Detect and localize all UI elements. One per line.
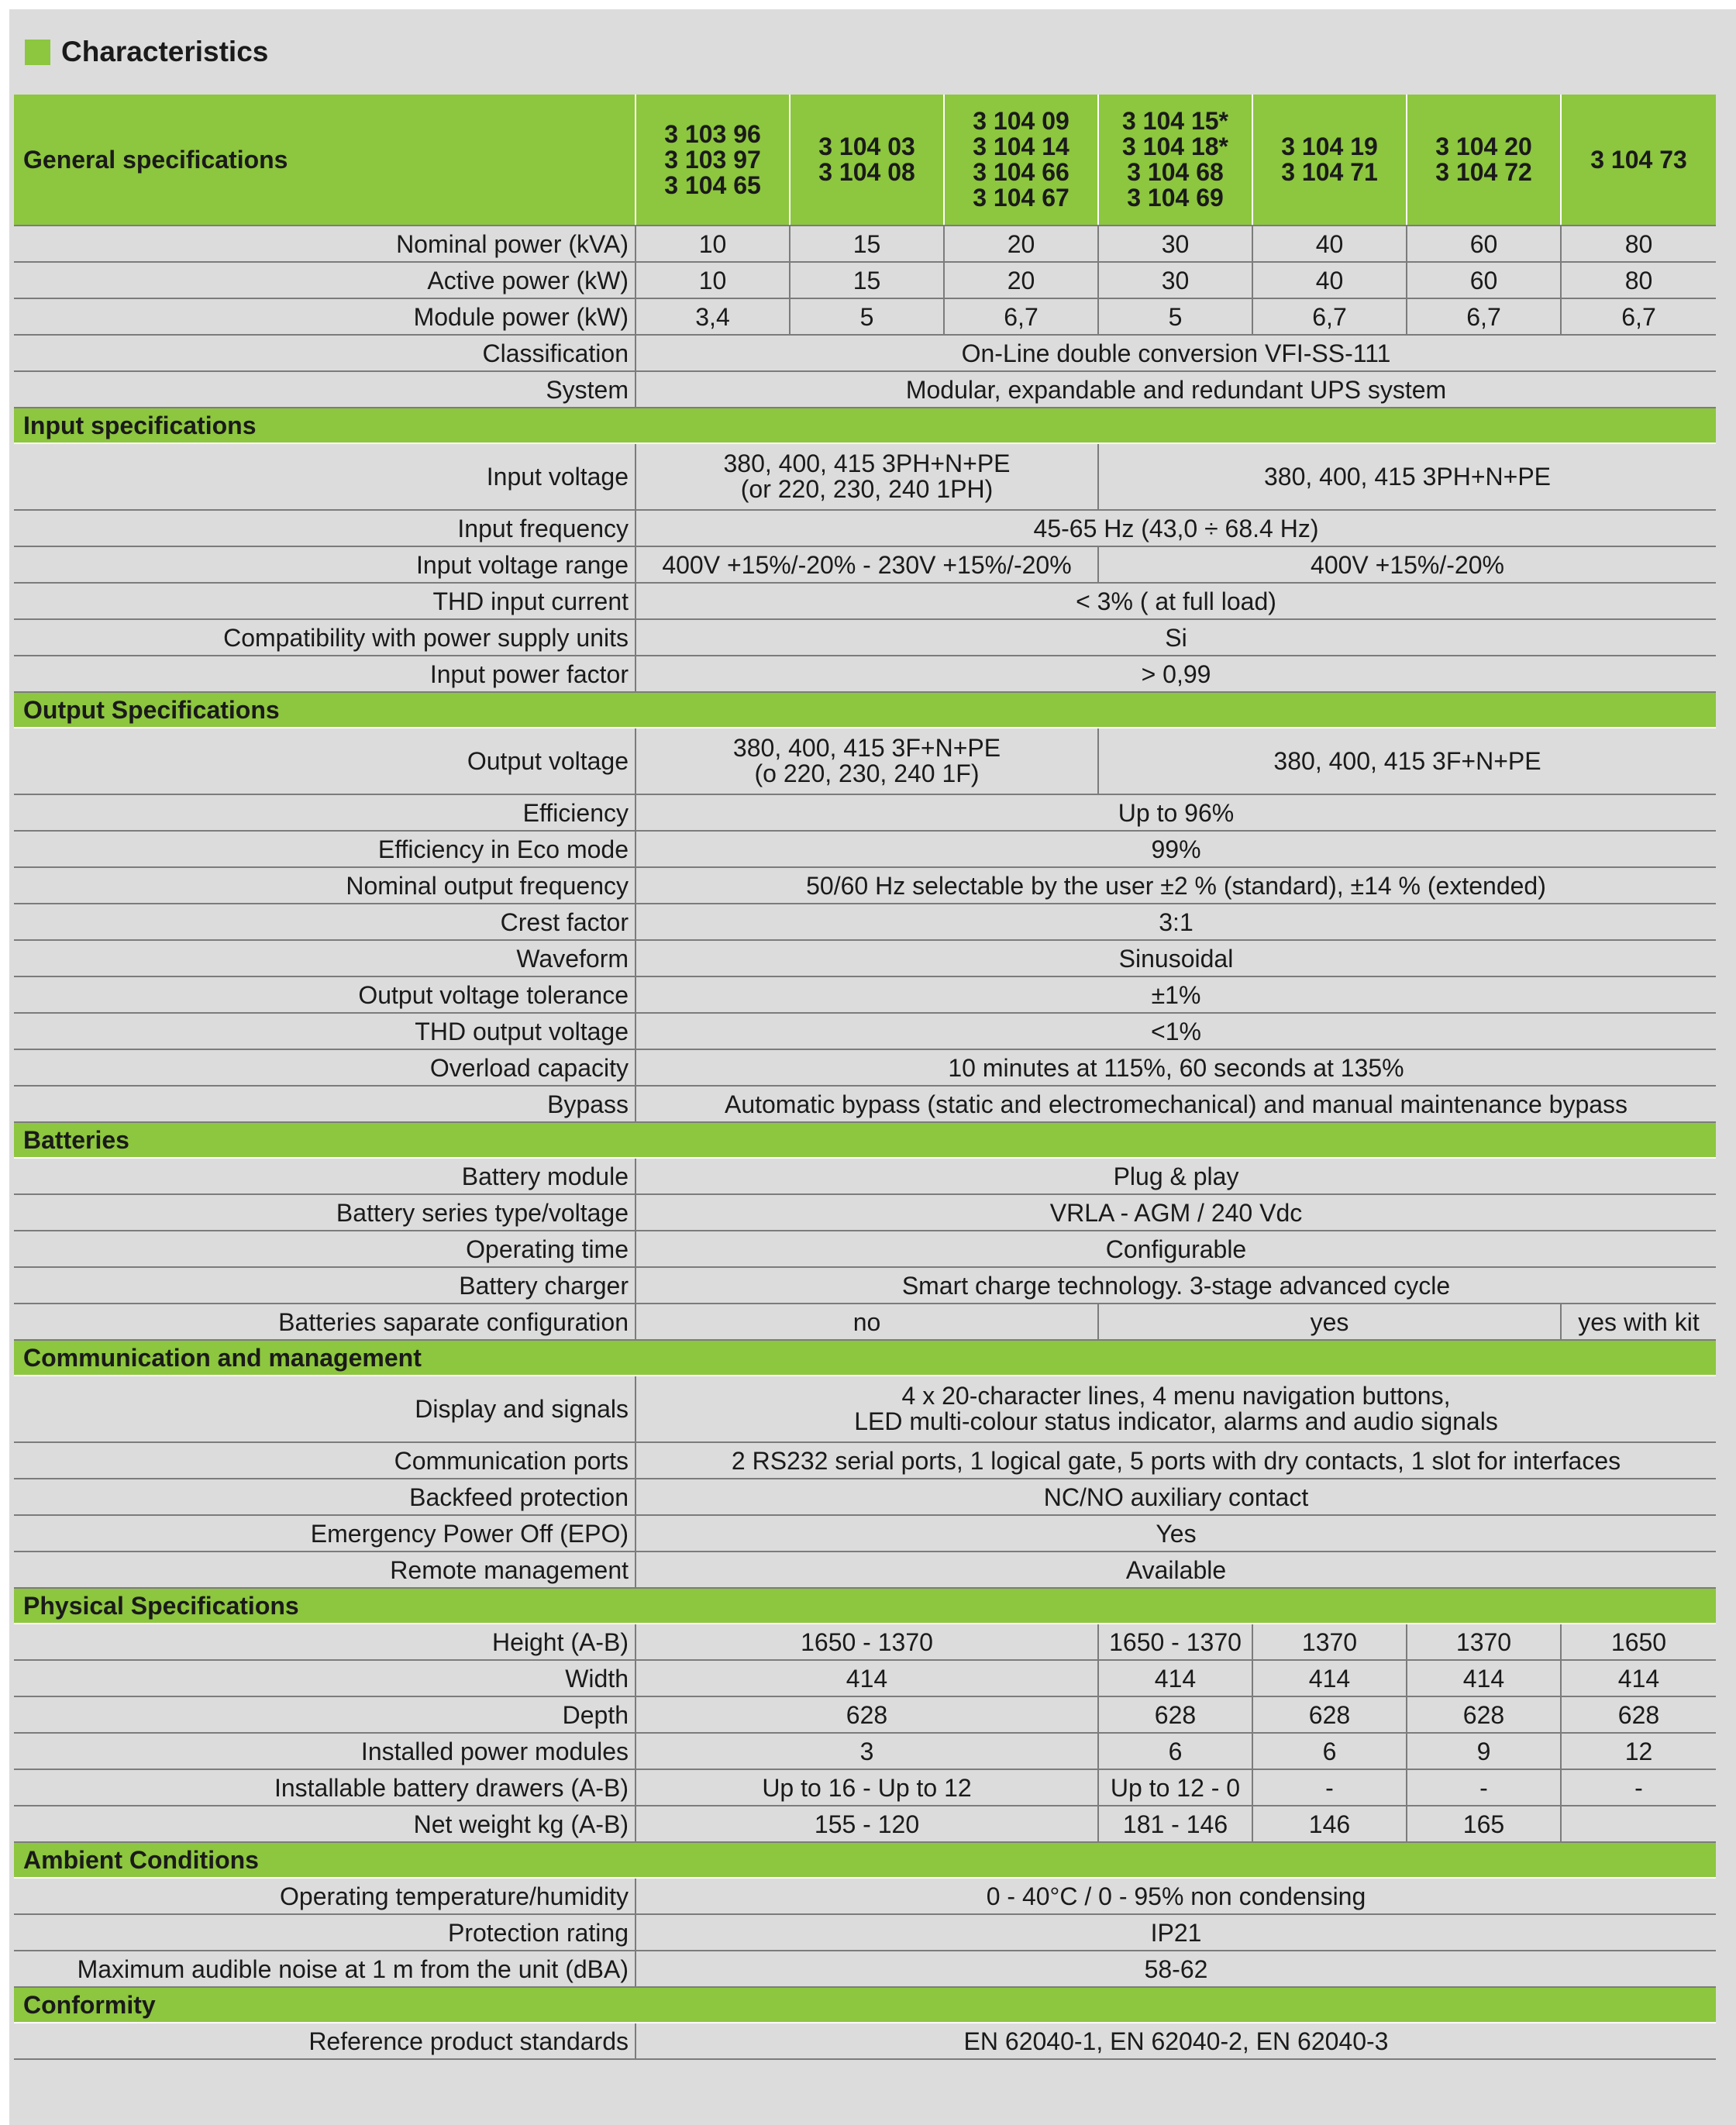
spec-value: 40 xyxy=(1252,262,1407,298)
spec-value: Modular, expandable and redundant UPS system xyxy=(636,371,1716,408)
spec-value: Up to 96% xyxy=(636,794,1716,831)
header-row xyxy=(14,95,1716,226)
spec-row-output-voltage-tolerance xyxy=(14,976,1716,1013)
value-line: 380, 400, 415 3F+N+PE xyxy=(732,734,1001,762)
spec-label: Overload capacity xyxy=(14,1049,636,1086)
spec-value: 400V +15%/-20% xyxy=(1098,546,1716,583)
spec-value: 20 xyxy=(944,226,1098,262)
model-code: 3 104 69 xyxy=(1127,184,1224,212)
model-code: 3 104 65 xyxy=(664,170,761,199)
spec-value: 6,7 xyxy=(1252,298,1407,335)
spec-row-module-power-kw xyxy=(14,298,1716,335)
spec-value: 155 - 120 xyxy=(636,1806,1098,1842)
spec-value: Up to 16 - Up to 12 xyxy=(636,1769,1098,1806)
spec-row-battery-charger xyxy=(14,1267,1716,1304)
spec-row-overload-capacity xyxy=(14,1049,1716,1086)
spec-value: IP21 xyxy=(636,1914,1716,1951)
spec-row-nominal-output-frequency xyxy=(14,867,1716,904)
characteristics-table xyxy=(14,95,1716,2060)
spec-row-backfeed-protection xyxy=(14,1479,1716,1515)
spec-value: 30 xyxy=(1098,226,1252,262)
spec-label: Input frequency xyxy=(14,510,636,546)
spec-label: Nominal power (kVA) xyxy=(14,226,636,262)
spec-row-efficiency xyxy=(14,794,1716,831)
spec-value: 628 xyxy=(1098,1696,1252,1733)
spec-row-protection-rating xyxy=(14,1914,1716,1951)
spec-row-height-a-b xyxy=(14,1624,1716,1660)
model-code: 3 104 15* xyxy=(1121,107,1228,135)
spec-value: 3,4 xyxy=(636,298,790,335)
spec-value: 1650 - 1370 xyxy=(1098,1624,1252,1660)
spec-row-reference-product-standards xyxy=(14,2023,1716,2059)
spec-row-thd-input-current xyxy=(14,583,1716,619)
spec-value: On-Line double conversion VFI-SS-111 xyxy=(636,335,1716,371)
spec-value: 58-62 xyxy=(636,1951,1716,1987)
spec-label: Backfeed protection xyxy=(14,1479,636,1515)
spec-value: 3:1 xyxy=(636,904,1716,940)
spec-value: 414 xyxy=(636,1660,1098,1696)
section-conformity xyxy=(14,1987,1716,2023)
spec-value: Sinusoidal xyxy=(636,940,1716,976)
spec-row-thd-output-voltage xyxy=(14,1013,1716,1049)
spec-value: 2 RS232 serial ports, 1 logical gate, 5 ports with dry contacts, 1 slot for interfaces xyxy=(636,1442,1716,1479)
model-code: 3 104 19 xyxy=(1281,133,1378,160)
spec-label: Module power (kW) xyxy=(14,298,636,335)
spec-label: Depth xyxy=(14,1696,636,1733)
spec-label: System xyxy=(14,371,636,408)
model-column-header xyxy=(1407,95,1561,226)
model-code: 3 104 14 xyxy=(973,133,1070,160)
spec-row-battery-module xyxy=(14,1158,1716,1194)
spec-value: EN 62040-1, EN 62040-2, EN 62040-3 xyxy=(636,2023,1716,2059)
model-code: 3 104 09 xyxy=(973,107,1070,135)
spec-label: THD input current xyxy=(14,583,636,619)
spec-value: 628 xyxy=(1407,1696,1561,1733)
spec-value: 414 xyxy=(1561,1660,1716,1696)
spec-label: Height (A-B) xyxy=(14,1624,636,1660)
spec-value: 5 xyxy=(1098,298,1252,335)
spec-row-width xyxy=(14,1660,1716,1696)
spec-row-remote-management xyxy=(14,1552,1716,1588)
model-column-header xyxy=(1252,95,1407,226)
spec-label: Operating time xyxy=(14,1231,636,1267)
spec-value: 10 xyxy=(636,226,790,262)
section-output-specifications xyxy=(14,692,1716,728)
spec-value: > 0,99 xyxy=(636,656,1716,692)
model-column-header xyxy=(1098,95,1252,226)
spec-value: Plug & play xyxy=(636,1158,1716,1194)
spec-value: 414 xyxy=(1098,1660,1252,1696)
spec-row-installed-power-modules xyxy=(14,1733,1716,1769)
spec-value: Smart charge technology. 3-stage advanced cycle xyxy=(636,1267,1716,1304)
model-column-header xyxy=(790,95,944,226)
spec-label: THD output voltage xyxy=(14,1013,636,1049)
spec-value: 10 xyxy=(636,262,790,298)
model-column-header xyxy=(944,95,1098,226)
general-specifications-heading: General specifications xyxy=(14,95,636,226)
spec-value: 628 xyxy=(1561,1696,1716,1733)
spec-value: 45-65 Hz (43,0 ÷ 68.4 Hz) xyxy=(636,510,1716,546)
spec-label: Active power (kW) xyxy=(14,262,636,298)
spec-value: yes xyxy=(1098,1304,1561,1340)
spec-value: 6 xyxy=(1252,1733,1407,1769)
spec-label: Net weight kg (A-B) xyxy=(14,1806,636,1842)
spec-value: 146 xyxy=(1252,1806,1407,1842)
spec-label: Efficiency in Eco mode xyxy=(14,831,636,867)
spec-value: - xyxy=(1561,1769,1716,1806)
spec-row-compatibility-with-power-supply-units xyxy=(14,619,1716,656)
spec-row-communication-ports xyxy=(14,1442,1716,1479)
model-code: 3 103 96 xyxy=(664,119,761,148)
spec-value: 1370 xyxy=(1407,1624,1561,1660)
spec-value: 50/60 Hz selectable by the user ±2 % (standard), ±14 % (extended) xyxy=(636,867,1716,904)
spec-value: 165 xyxy=(1407,1806,1561,1842)
section-title: Conformity xyxy=(14,1987,1716,2023)
spec-label: Installed power modules xyxy=(14,1733,636,1769)
model-code: 3 104 67 xyxy=(973,184,1070,212)
spec-row-net-weight-kg-a-b xyxy=(14,1806,1716,1842)
spec-row-input-voltage xyxy=(14,443,1716,510)
section-title: Output Specifications xyxy=(14,692,1716,728)
section-batteries xyxy=(14,1122,1716,1158)
section-title: Communication and management xyxy=(14,1340,1716,1376)
spec-value: 6,7 xyxy=(944,298,1098,335)
spec-label: Input voltage range xyxy=(14,546,636,583)
spec-row-active-power-kw xyxy=(14,262,1716,298)
spec-row-system xyxy=(14,371,1716,408)
spec-value: 80 xyxy=(1561,226,1716,262)
spec-value: 10 minutes at 115%, 60 seconds at 135% xyxy=(636,1049,1716,1086)
spec-row-waveform xyxy=(14,940,1716,976)
spec-label: Bypass xyxy=(14,1086,636,1122)
spec-row-input-power-factor xyxy=(14,656,1716,692)
spec-value: yes with kit xyxy=(1561,1304,1716,1340)
value-line: 380, 400, 415 3PH+N+PE xyxy=(723,449,1011,477)
page-title: Characteristics xyxy=(61,36,269,67)
spec-value: 60 xyxy=(1407,262,1561,298)
spec-value: 628 xyxy=(1252,1696,1407,1733)
spec-value: 9 xyxy=(1407,1733,1561,1769)
spec-value: 628 xyxy=(636,1696,1098,1733)
spec-value: <1% xyxy=(636,1013,1716,1049)
spec-value: 60 xyxy=(1407,226,1561,262)
section-title: Ambient Conditions xyxy=(14,1842,1716,1878)
spec-label: Input voltage xyxy=(14,443,636,510)
spec-row-operating-time xyxy=(14,1231,1716,1267)
spec-label: Installable battery drawers (A-B) xyxy=(14,1769,636,1806)
spec-value: 1650 - 1370 xyxy=(636,1624,1098,1660)
spec-row-display-and-signals xyxy=(14,1376,1716,1442)
spec-value: 181 - 146 xyxy=(1098,1806,1252,1842)
spec-row-output-voltage xyxy=(14,728,1716,794)
model-column-header xyxy=(636,95,790,226)
spec-label: Input power factor xyxy=(14,656,636,692)
section-title: Physical Specifications xyxy=(14,1588,1716,1624)
spec-label: Maximum audible noise at 1 m from the unit (dBA) xyxy=(14,1951,636,1987)
spec-value: - xyxy=(1252,1769,1407,1806)
spec-value: 6 xyxy=(1098,1733,1252,1769)
model-code: 3 104 66 xyxy=(973,158,1070,186)
spec-value: Automatic bypass (static and electromechanical) and manual maintenance bypass xyxy=(636,1086,1716,1122)
spec-label: Output voltage xyxy=(14,728,636,794)
spec-row-operating-temperature-humidity xyxy=(14,1878,1716,1914)
model-code: 3 103 97 xyxy=(664,145,761,174)
spec-label: Output voltage tolerance xyxy=(14,976,636,1013)
spec-label: Batteries saparate configuration xyxy=(14,1304,636,1340)
spec-label: Compatibility with power supply units xyxy=(14,619,636,656)
spec-label: Battery module xyxy=(14,1158,636,1194)
spec-value xyxy=(636,728,1098,794)
spec-row-bypass xyxy=(14,1086,1716,1122)
spec-label: Battery series type/voltage xyxy=(14,1194,636,1231)
model-code: 3 104 68 xyxy=(1127,158,1224,186)
spec-value: 6,7 xyxy=(1561,298,1716,335)
model-code: 3 104 71 xyxy=(1281,158,1378,186)
spec-row-maximum-audible-noise-at-1-m-from-the-unit-dba xyxy=(14,1951,1716,1987)
section-heading xyxy=(25,36,268,67)
model-code: 3 104 08 xyxy=(818,158,915,186)
spec-value: 5 xyxy=(790,298,944,335)
spec-label: Communication ports xyxy=(14,1442,636,1479)
spec-value: 380, 400, 415 3F+N+PE xyxy=(1098,728,1716,794)
spec-value: Configurable xyxy=(636,1231,1716,1267)
model-code: 3 104 73 xyxy=(1590,145,1687,174)
spec-value: - xyxy=(1407,1769,1561,1806)
section-title: Input specifications xyxy=(14,408,1716,443)
spec-label: Waveform xyxy=(14,940,636,976)
model-code: 3 104 18* xyxy=(1121,133,1228,160)
model-code: 3 104 72 xyxy=(1435,158,1532,186)
spec-value: 400V +15%/-20% - 230V +15%/-20% xyxy=(636,546,1098,583)
spec-row-classification xyxy=(14,335,1716,371)
spec-value: NC/NO auxiliary contact xyxy=(636,1479,1716,1515)
spec-value: 6,7 xyxy=(1407,298,1561,335)
spec-value: VRLA - AGM / 240 Vdc xyxy=(636,1194,1716,1231)
spec-label: Crest factor xyxy=(14,904,636,940)
section-physical-specifications xyxy=(14,1588,1716,1624)
spec-label: Remote management xyxy=(14,1552,636,1588)
spec-label: Efficiency xyxy=(14,794,636,831)
spec-label: Protection rating xyxy=(14,1914,636,1951)
spec-row-batteries-saparate-configuration xyxy=(14,1304,1716,1340)
section-communication-and-management xyxy=(14,1340,1716,1376)
spec-value: 99% xyxy=(636,831,1716,867)
spec-label: Classification xyxy=(14,335,636,371)
spec-value: 380, 400, 415 3PH+N+PE xyxy=(1098,443,1716,510)
model-code: 3 104 20 xyxy=(1435,133,1532,160)
value-line: LED multi-colour status indicator, alarms and audio signals xyxy=(854,1407,1498,1435)
spec-label: Width xyxy=(14,1660,636,1696)
spec-row-emergency-power-off-epo xyxy=(14,1515,1716,1552)
model-column-header xyxy=(1561,95,1716,226)
spec-label: Reference product standards xyxy=(14,2023,636,2059)
section-ambient-conditions xyxy=(14,1842,1716,1878)
spec-value: 1650 xyxy=(1561,1624,1716,1660)
spec-value: 40 xyxy=(1252,226,1407,262)
spec-value xyxy=(636,443,1098,510)
spec-row-depth xyxy=(14,1696,1716,1733)
section-input-specifications xyxy=(14,408,1716,443)
spec-row-nominal-power-kva xyxy=(14,226,1716,262)
spec-value xyxy=(1561,1806,1716,1842)
spec-value xyxy=(636,1376,1716,1442)
spec-value: 80 xyxy=(1561,262,1716,298)
spec-label: Emergency Power Off (EPO) xyxy=(14,1515,636,1552)
spec-label: Nominal output frequency xyxy=(14,867,636,904)
spec-value: Up to 12 - 0 xyxy=(1098,1769,1252,1806)
spec-value: 30 xyxy=(1098,262,1252,298)
value-line: 4 x 20-character lines, 4 menu navigation buttons, xyxy=(901,1382,1451,1410)
spec-row-input-voltage-range xyxy=(14,546,1716,583)
spec-label: Display and signals xyxy=(14,1376,636,1442)
spec-row-battery-series-type-voltage xyxy=(14,1194,1716,1231)
spec-value: no xyxy=(636,1304,1098,1340)
spec-row-input-frequency xyxy=(14,510,1716,546)
spec-label: Battery charger xyxy=(14,1267,636,1304)
spec-value: 12 xyxy=(1561,1733,1716,1769)
section-title: Batteries xyxy=(14,1122,1716,1158)
value-line: (o 220, 230, 240 1F) xyxy=(754,759,980,787)
spec-value: Available xyxy=(636,1552,1716,1588)
value-line: (or 220, 230, 240 1PH) xyxy=(740,475,994,503)
spec-value: 3 xyxy=(636,1733,1098,1769)
spec-row-crest-factor xyxy=(14,904,1716,940)
spec-row-installable-battery-drawers-a-b xyxy=(14,1769,1716,1806)
green-square-icon xyxy=(25,40,50,65)
spec-row-efficiency-in-eco-mode xyxy=(14,831,1716,867)
spec-value: 15 xyxy=(790,262,944,298)
spec-value: Yes xyxy=(636,1515,1716,1552)
model-code: 3 104 03 xyxy=(818,133,915,160)
spec-value: 1370 xyxy=(1252,1624,1407,1660)
spec-value: 20 xyxy=(944,262,1098,298)
spec-value: 15 xyxy=(790,226,944,262)
spec-value: < 3% ( at full load) xyxy=(636,583,1716,619)
spec-value: 414 xyxy=(1252,1660,1407,1696)
spec-label: Operating temperature/humidity xyxy=(14,1878,636,1914)
spec-value: 0 - 40°C / 0 - 95% non condensing xyxy=(636,1878,1716,1914)
spec-value: Si xyxy=(636,619,1716,656)
spec-value: 414 xyxy=(1407,1660,1561,1696)
spec-value: ±1% xyxy=(636,976,1716,1013)
